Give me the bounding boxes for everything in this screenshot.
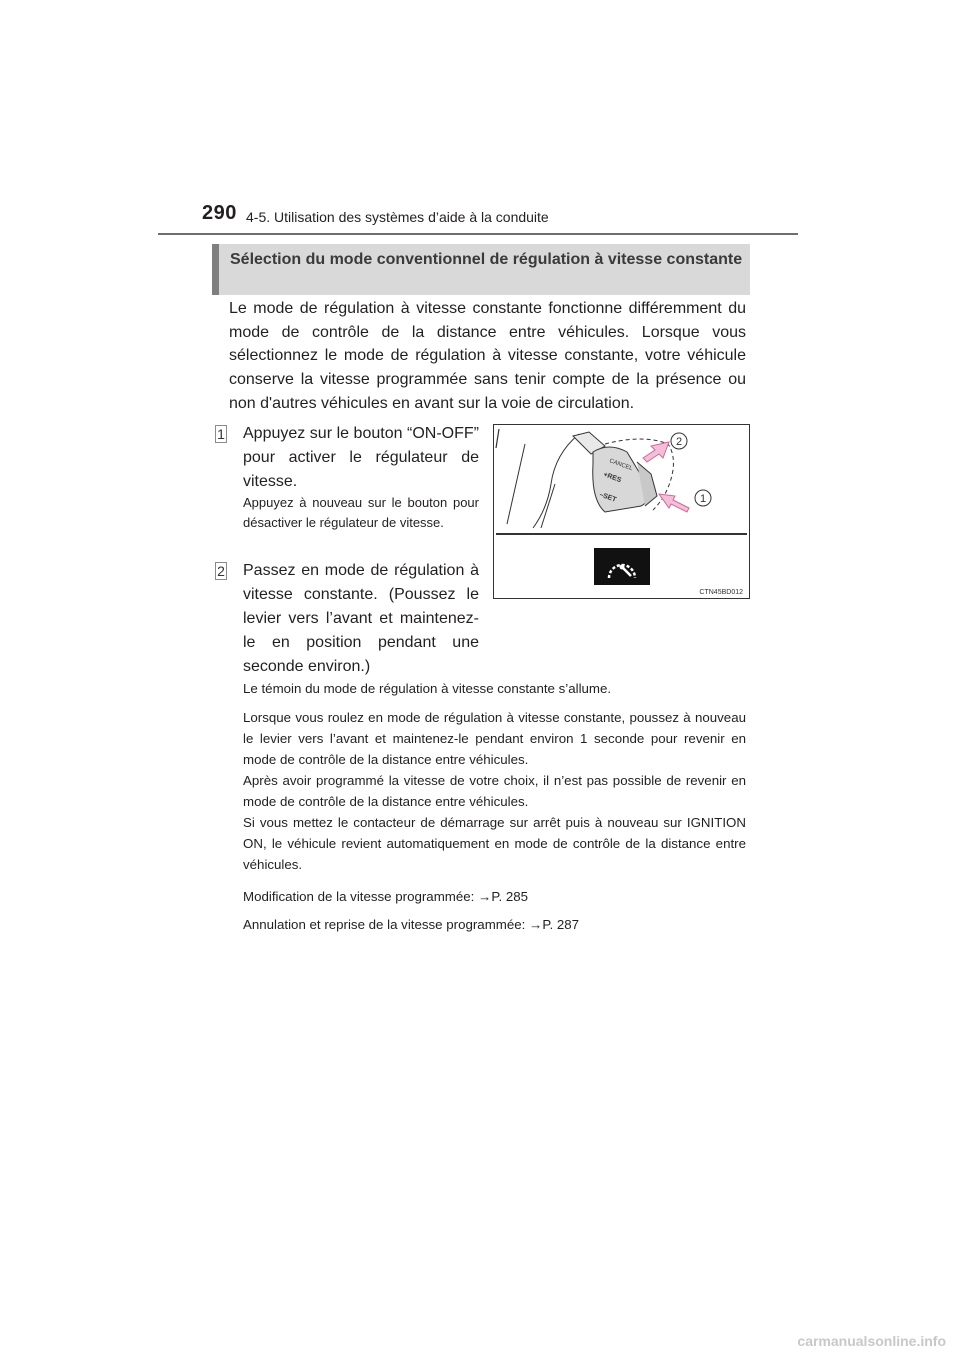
step-2-text: Passez en mode de régulation à vitesse constante. (Poussez le levier vers l’avant et maintenez-le en position pendant une seconde environ.) [243,562,479,675]
section-heading-box [212,244,750,295]
step-1-number: 1 [215,425,227,443]
figure-code: CTN45BD012 [699,589,743,596]
note-ignition-reset: Si vous mettez le contacteur de démarrage sur arrêt puis à nouveau sur IGNITION ON, le véhicule revient automatiquement en mode de contrôle de la distance entre véhicules. [243,815,746,872]
note-cancel-resume-ref: Annulation et reprise de la vitesse programmée: →P. 287 [243,917,580,932]
cruise-lever-figure [493,424,750,599]
step-1-text: Appuyez sur le bouton “ON-OFF” pour activer le régulateur de vitesse. [243,425,479,490]
step-1-note: Appuyez à nouveau sur le bouton pour désactiver le régulateur de vitesse. [243,495,479,530]
section-title: Sélection du mode conventionnel de régulation à vitesse constante [230,251,743,268]
note-change-speed-ref: Modification de la vitesse programmée: →P. 285 [243,889,529,904]
chapter-title: 4-5. Utilisation des systèmes d’aide à la conduite [246,209,549,225]
callout-label-2: 2 [675,436,683,448]
lever-label-res: +RES [602,471,623,485]
note-indicator-on: Le témoin du mode de régulation à vitesse constante s’allume. [243,681,612,696]
watermark: carmanualsonline.info [797,1333,946,1349]
callout-label-1: 1 [699,493,707,505]
page-number: 290 [202,202,237,224]
lever-illustration [493,424,750,599]
cruise-control-speedometer-icon [594,548,650,585]
lever-label-cancel: CANCEL [608,458,634,473]
intro-paragraph: Le mode de régulation à vitesse constante fonctionne différemment du mode de contrôle de la distance entre véhicules. Lorsque vous sélectionnez le mode de régulation à vitesse constante, votre véhicule conserve la vitesse programmée sans tenir compte de la présence ou non d'autres véhicules en avant sur la voie de circulation. [229,300,746,412]
lever-label-set: –SET [598,491,618,504]
note-cannot-return: Après avoir programmé la vitesse de votre choix, il n’est pas possible de revenir en mode de contrôle de la distance entre véhicules. [243,773,746,809]
step-2-number: 2 [215,562,227,580]
header-divider [158,233,798,235]
note-return-distance-mode: Lorsque vous roulez en mode de régulation à vitesse constante, poussez à nouveau le levier vers l’avant et maintenez-le pendant environ 1 seconde pour revenir en mode de contrôle de la distance entre véhicules. [243,710,746,767]
